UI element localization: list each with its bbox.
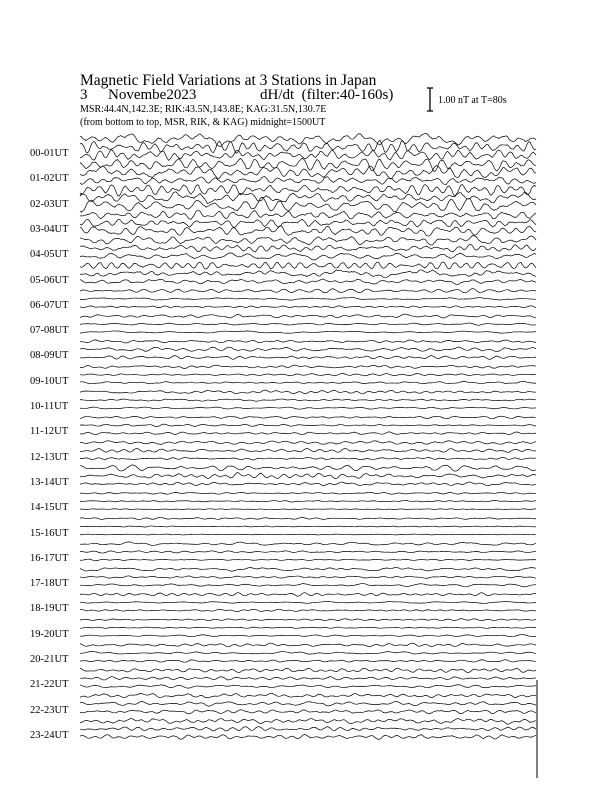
trace-kag: [80, 643, 536, 647]
trace-msr: [80, 253, 536, 260]
trace-msr: [80, 482, 536, 486]
trace-rik: [80, 576, 536, 578]
scale-bar: [427, 88, 433, 111]
hour-label: 11-12UT: [30, 426, 69, 438]
trace-rik: [80, 323, 536, 325]
hour-label: 00-01UT: [30, 148, 69, 159]
trace-msr: [80, 584, 536, 587]
hour-label: 02-03UT: [30, 198, 69, 210]
trace-rik: [80, 651, 536, 654]
trace-msr: [80, 457, 536, 460]
trace-kag: [80, 365, 536, 368]
hour-label: 05-06UT: [30, 274, 69, 286]
trace-kag: [80, 517, 536, 519]
hour-label: 10-11UT: [30, 401, 69, 412]
trace-kag: [80, 134, 536, 147]
hour-label: 17-18UT: [30, 578, 69, 590]
trace-msr: [80, 635, 536, 637]
hour-label: 04-05UT: [30, 249, 69, 261]
trace-kag: [80, 340, 536, 343]
trace-rik: [80, 244, 536, 251]
trace-msr: [80, 279, 536, 285]
station-coordinates: MSR:44.4N,142.3E; RIK:43.5N,143.8E; KAG:31.5N,130.7E: [80, 104, 327, 115]
trace-rik: [80, 219, 536, 227]
trace-rik: [80, 270, 536, 278]
trace-kag: [80, 567, 536, 571]
trace-kag: [80, 390, 536, 394]
trace-msr: [80, 306, 536, 308]
trace-msr: [80, 509, 536, 510]
trace-msr: [80, 407, 536, 409]
hour-label: 08-09UT: [30, 350, 69, 362]
trace-kag: [80, 718, 536, 724]
hour-label: 15-16UT: [30, 527, 69, 539]
quantity-label: dH/dt: [260, 87, 295, 103]
trace-kag: [80, 185, 536, 197]
hour-label: 03-04UT: [30, 223, 69, 235]
trace-msr: [80, 356, 536, 360]
trace-order-note: (from bottom to top, MSR, RIK, & KAG) midnight=1500UT: [80, 117, 326, 128]
date-year: 2023: [166, 87, 197, 103]
trace-msr: [80, 609, 536, 611]
trace-kag: [80, 289, 536, 293]
trace-msr: [80, 559, 536, 561]
trace-rik: [80, 192, 536, 204]
trace-rik: [80, 298, 536, 301]
hour-label: 22-23UT: [30, 704, 69, 716]
trace-rik: [80, 500, 536, 502]
trace-kag: [80, 619, 536, 621]
trace-msr: [80, 177, 536, 185]
date-month: Novembe: [108, 87, 167, 103]
trace-msr: [80, 432, 536, 435]
hour-label: 06-07UT: [30, 299, 69, 311]
trace-rik: [80, 551, 536, 553]
trace-kag: [80, 416, 536, 419]
hour-label: 19-20UT: [30, 628, 69, 640]
trace-kag: [80, 262, 536, 269]
trace-kag: [80, 593, 536, 597]
trace-rik: [80, 448, 536, 452]
hour-label: 14-15UT: [30, 502, 69, 514]
trace-kag: [80, 441, 536, 445]
trace-msr: [80, 660, 536, 662]
trace-kag: [80, 465, 536, 471]
trace-msr: [80, 331, 536, 333]
trace-rik: [80, 627, 536, 628]
hour-label: 07-08UT: [30, 325, 69, 337]
hour-label: 16-17UT: [30, 552, 69, 564]
trace-kag: [80, 235, 536, 245]
trace-msr: [80, 149, 536, 160]
hour-label: 23-24UT: [30, 729, 69, 741]
trace-msr: [80, 534, 536, 535]
trace-rik: [80, 374, 536, 376]
hour-label: 09-10UT: [30, 375, 69, 387]
trace-rik: [80, 526, 536, 527]
trace-kag: [80, 693, 536, 698]
trace-rik: [80, 601, 536, 603]
trace-msr: [80, 685, 536, 688]
hour-label: 21-22UT: [30, 679, 69, 691]
trace-rik: [80, 726, 536, 731]
scale-bar-label: 1.00 nT at T=80s: [438, 95, 507, 106]
trace-kag: [80, 314, 536, 318]
trace-rik: [80, 677, 536, 680]
filter-label: (filter:40-160s): [301, 87, 394, 103]
trace-msr: [80, 197, 536, 212]
trace-msr: [80, 710, 536, 714]
trace-msr: [80, 735, 536, 740]
trace-rik: [80, 473, 536, 479]
hour-label: 20-21UT: [30, 654, 69, 665]
trace-kag: [80, 158, 536, 171]
trace-rik: [80, 347, 536, 352]
trace-rik: [80, 399, 536, 401]
trace-rik: [80, 424, 536, 426]
hour-label: 01-02UT: [30, 173, 69, 185]
hour-label: 13-14UT: [30, 476, 69, 488]
date-day: 3: [80, 87, 88, 103]
trace-msr: [80, 226, 536, 236]
hour-label: 18-19UT: [30, 603, 69, 615]
trace-kag: [80, 542, 536, 546]
trace-kag: [80, 210, 536, 219]
trace-kag: [80, 492, 536, 494]
trace-msr: [80, 381, 536, 383]
hour-label: 12-13UT: [30, 451, 69, 463]
trace-kag: [80, 668, 536, 672]
chart-title: Magnetic Field Variations at 3 Stations in Japan: [80, 72, 377, 89]
trace-rik: [80, 701, 536, 706]
